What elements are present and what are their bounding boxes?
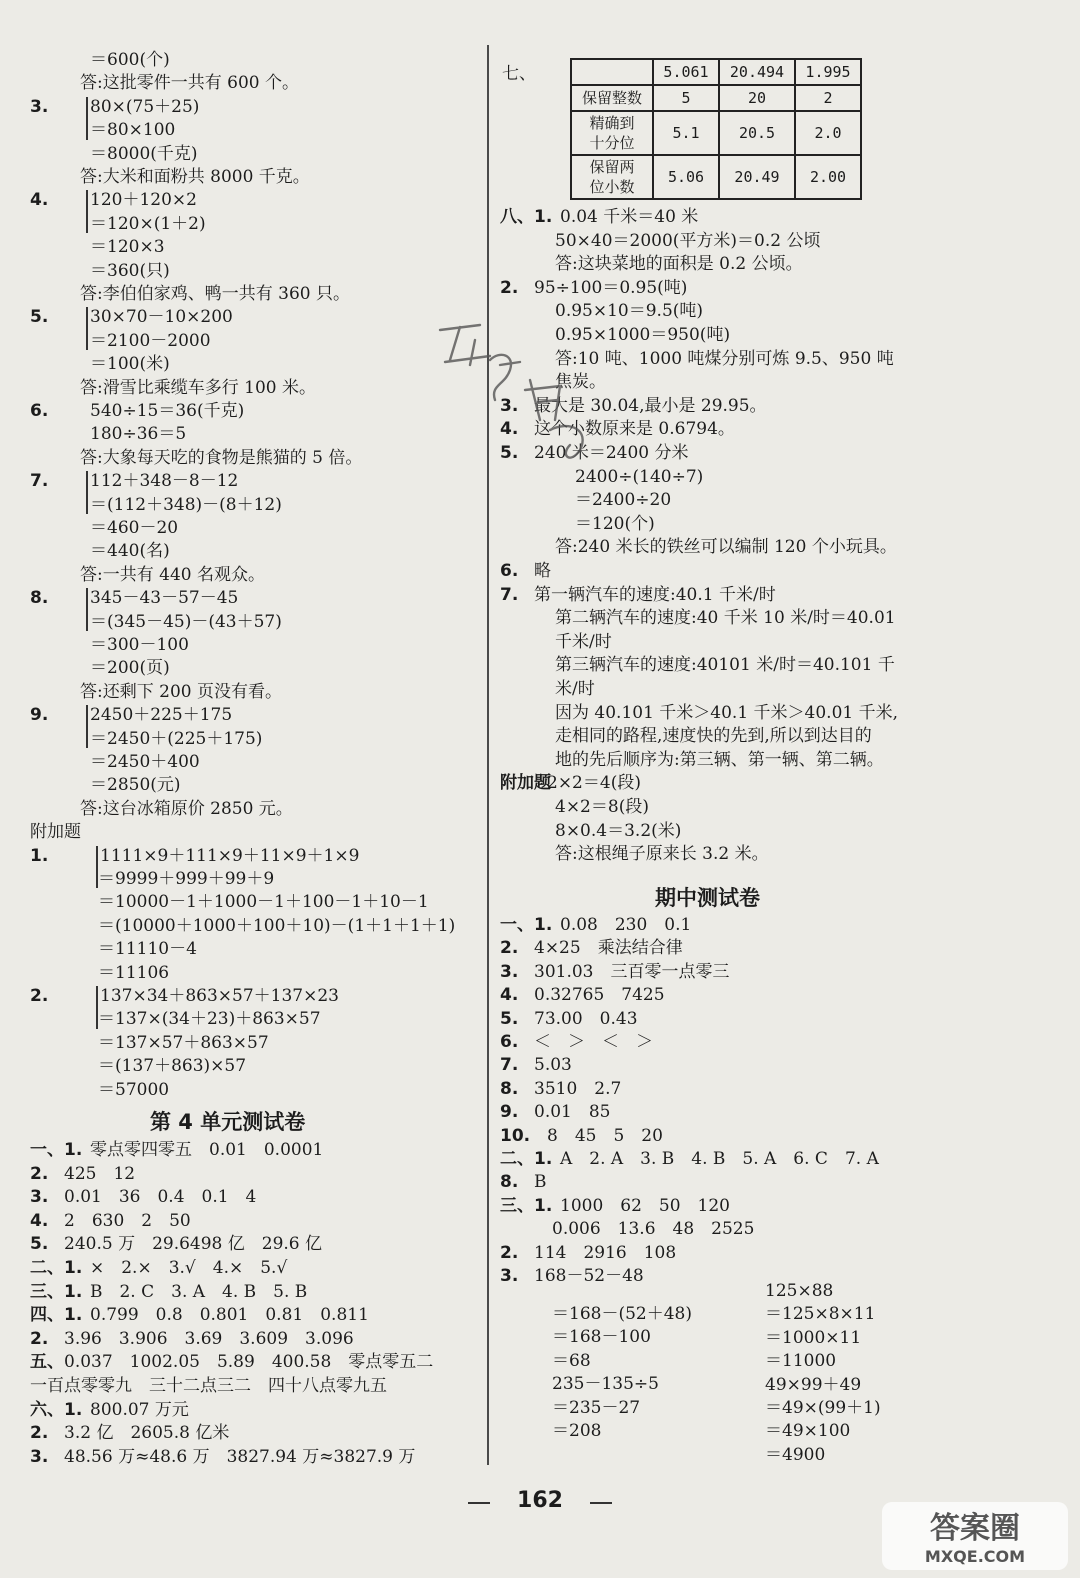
calc-left-line: 235－135÷5 <box>552 1374 659 1395</box>
watermark-text: 答案圈 <box>930 1511 1020 1546</box>
answer-line: 0.01 36 0.4 0.1 4 <box>64 1187 257 1208</box>
page-dash-right <box>590 1502 612 1504</box>
pencil-handwriting <box>420 290 620 490</box>
item-label: 8. <box>500 1078 519 1099</box>
item-label: 6. <box>500 1032 519 1052</box>
answer-line: 0.799 0.8 0.801 0.81 0.811 <box>90 1305 369 1326</box>
item-label: 10. <box>500 1125 531 1146</box>
answer-line: 0.32765 7425 <box>534 985 665 1006</box>
answer-line: 一百点零零九 三十二点三二 四十八点零九五 <box>30 1376 387 1396</box>
table-cell: 5 <box>653 85 719 111</box>
answer-line: ＝10000－1＋1000－1＋100－1＋10－1 <box>98 892 429 913</box>
answer-line: ＝11110－4 <box>98 939 197 960</box>
answer-line: 答:这批零件一共有 600 个。 <box>80 73 299 94</box>
answer-line: 2×2＝4(段) <box>547 773 641 794</box>
answer-line: 0.037 1002.05 5.89 400.58 零点零五二 <box>64 1352 434 1373</box>
item-label: 附加题 <box>500 773 551 794</box>
table-row <box>571 155 861 199</box>
answer-line: 走相同的路程,速度快的先到,所以到达目的 <box>555 726 872 747</box>
table-cell: 20 <box>719 85 795 111</box>
calc-left-line: ＝168－100 <box>552 1327 651 1348</box>
answer-line: ＝(10000＋1000＋100＋10)－(1＋1＋1＋1) <box>98 915 456 936</box>
answer-line: 168－52－48 <box>534 1266 644 1286</box>
table-cell: 2.00 <box>795 155 861 199</box>
answer-line: 答:大象每天吃的食物是熊猫的 5 倍。 <box>80 447 363 468</box>
answer-line: 0.006 13.6 48 2525 <box>552 1219 755 1240</box>
answer-line: 1111×9＋111×9＋11×9＋1×9 <box>100 845 360 866</box>
calc-left-line: ＝208 <box>552 1421 602 1441</box>
watermark-url: MXQE.COM <box>924 1547 1026 1566</box>
calc-right-line: ＝125×8×11 <box>765 1304 876 1325</box>
answer-line: ＝2850(元) <box>90 775 181 796</box>
answer-line: B <box>534 1172 547 1193</box>
answer-line: 800.07 万元 <box>90 1399 189 1420</box>
item-label: 三、1. <box>500 1195 553 1216</box>
item-label: 六、1. <box>30 1399 83 1420</box>
item-label: 五、 <box>30 1352 64 1373</box>
answer-line: 答:10 吨、1000 吨煤分别可炼 9.5、950 吨 <box>555 348 894 369</box>
item-label: 3. <box>500 395 519 416</box>
answer-line: ＝120×3 <box>90 237 165 258</box>
item-label: 7. <box>500 1055 519 1076</box>
answer-line: ＝2450＋(225＋175) <box>90 728 263 749</box>
item-label: 2. <box>30 986 49 1006</box>
item-label: 8. <box>500 1172 519 1193</box>
answer-line: 第二辆汽车的速度:40 千米 10 米/时＝40.01 <box>555 608 896 629</box>
answer-line: × 2.× 3.√ 4.× 5.√ <box>90 1258 288 1278</box>
table-cell: 精确到 十分位 <box>571 111 653 155</box>
midterm-title: 期中测试卷 <box>655 886 760 910</box>
bracket-bar <box>86 190 88 233</box>
table-row <box>571 85 861 111</box>
table-cell: 5.061 <box>653 59 719 85</box>
answer-line: 0.95×10＝9.5(吨) <box>555 301 704 322</box>
calc-right-line: 125×88 <box>765 1281 834 1301</box>
answer-line: 73.00 0.43 <box>534 1008 638 1029</box>
answer-line: ＝80×100 <box>90 120 176 141</box>
bracket-bar <box>86 471 88 514</box>
answer-line: 3510 2.7 <box>534 1078 622 1099</box>
item-label: 5. <box>30 1234 49 1255</box>
item-label: 6. <box>500 561 519 581</box>
answer-line: 301.03 三百零一点零三 <box>534 961 730 982</box>
item-label: 一、1. <box>30 1140 83 1160</box>
answer-line: 0.01 85 <box>534 1102 611 1123</box>
table-cell: 保留两 位小数 <box>571 155 653 199</box>
answer-line: 答:这根绳子原来长 3.2 米。 <box>555 844 769 865</box>
bracket-bar <box>86 97 88 140</box>
answer-line: ＝100(米) <box>90 354 170 375</box>
item-label: 9. <box>500 1102 519 1123</box>
answer-line: 答:还剩下 200 页没有看。 <box>80 681 282 702</box>
calc-right-line: 49×99＋49 <box>765 1374 862 1395</box>
table-cell: 2.0 <box>795 111 861 155</box>
answer-line: ＝120×(1＋2) <box>90 213 206 234</box>
answer-line: 米/时 <box>555 679 595 699</box>
item-label: 2. <box>500 277 519 298</box>
table-cell: 20.494 <box>719 59 795 85</box>
answer-line: ＝137×57＋863×57 <box>98 1032 269 1053</box>
answer-line: ＝8000(千克) <box>90 143 198 164</box>
item-label: 3. <box>500 1266 519 1286</box>
answer-line: 240.5 万 29.6498 亿 29.6 亿 <box>64 1234 323 1255</box>
bracket-bar <box>86 307 88 350</box>
item-label: 4. <box>30 1210 49 1231</box>
calc-right-line: ＝49×100 <box>765 1421 851 1442</box>
answer-line: 答:240 米长的铁丝可以编制 120 个小玩具。 <box>555 537 897 558</box>
item-label: 7. <box>30 471 49 492</box>
page-number: 162 <box>517 1488 563 1513</box>
answer-line: 4×2＝8(段) <box>555 797 649 817</box>
table-row <box>571 111 861 155</box>
calc-right-line: ＝1000×11 <box>765 1327 862 1348</box>
answer-line: 附加题 <box>30 822 81 843</box>
answer-line: 95÷100＝0.95(吨) <box>534 277 688 298</box>
answer-line: 112＋348－8－12 <box>90 471 239 492</box>
table-cell: 1.995 <box>795 59 861 85</box>
answer-line: 30×70－10×200 <box>90 307 233 328</box>
answer-line: ＝440(名) <box>90 541 170 562</box>
table-cell: 5.1 <box>653 111 719 155</box>
watermark-logo <box>880 1500 1070 1572</box>
item-label: 3. <box>30 1446 49 1467</box>
answer-line: ＝11106 <box>98 962 170 983</box>
answer-line: 1000 62 50 120 <box>560 1195 730 1216</box>
answer-line: 略 <box>534 561 551 581</box>
answer-line: ＝2400÷20 <box>575 490 672 511</box>
answer-line: 50×40＝2000(平方米)＝0.2 公顷 <box>555 230 821 251</box>
page-dash-left <box>468 1502 490 1504</box>
answer-line: 8×0.4＝3.2(米) <box>555 820 682 841</box>
calc-right-line: ＝4900 <box>765 1444 826 1465</box>
answer-line: 48.56 万≈48.6 万 3827.94 万≈3827.9 万 <box>64 1446 416 1467</box>
answer-line: 540÷15＝36(千克) <box>90 401 245 421</box>
answer-line: 5.03 <box>534 1055 572 1076</box>
calc-right-line: ＝11000 <box>765 1351 837 1372</box>
answer-line: ＝9999＋999＋99＋9 <box>98 869 275 889</box>
rounding-table <box>570 58 862 200</box>
answer-line: 2450＋225＋175 <box>90 705 233 726</box>
answer-line: 8 45 5 20 <box>547 1125 663 1146</box>
calc-left-line: ＝235－27 <box>552 1397 641 1418</box>
item-label: 2. <box>500 938 519 959</box>
item-label: 三、1. <box>30 1281 83 1302</box>
answer-line: ＝120(个) <box>575 513 655 534</box>
answer-line: 2 630 2 50 <box>64 1210 191 1231</box>
answer-line: ＝600(个) <box>90 50 170 70</box>
table-cell: 20.49 <box>719 155 795 199</box>
answer-line: 答:大米和面粉共 8000 千克。 <box>80 167 310 187</box>
answer-line: 4×25 乘法结合律 <box>534 938 683 959</box>
answer-line: 因为 40.101 千米＞40.1 千米＞40.01 千米, <box>555 702 899 723</box>
answer-line: 第三辆汽车的速度:40101 米/时＝40.101 千 <box>555 655 895 676</box>
answer-line: 2400÷(140÷7) <box>575 466 704 487</box>
table-row <box>571 59 861 85</box>
calc-right-line: ＝49×(99＋1) <box>765 1398 881 1418</box>
answer-line: 0.95×1000＝950(吨) <box>555 325 731 345</box>
answer-line: 3.96 3.906 3.69 3.609 3.096 <box>64 1328 354 1349</box>
item-label: 2. <box>30 1163 49 1184</box>
item-label: 4. <box>30 190 49 211</box>
item-label: 2. <box>30 1423 49 1444</box>
answer-line: 425 12 <box>64 1163 136 1184</box>
answer-line: ＝300－100 <box>90 635 189 655</box>
item-label: 四、1. <box>30 1305 83 1326</box>
answer-line: ＝137×(34＋23)＋863×57 <box>98 1009 321 1030</box>
answer-line: 0.08 230 0.1 <box>560 915 692 935</box>
answer-line: 137×34＋863×57＋137×23 <box>100 986 339 1006</box>
answer-line: 0.04 千米＝40 米 <box>560 207 699 227</box>
answer-line: 答:这块菜地的面积是 0.2 公顷。 <box>555 254 803 275</box>
item-label: 3. <box>30 1187 49 1208</box>
answer-line: ＝2450＋400 <box>90 752 200 772</box>
table-cell: 20.5 <box>719 111 795 155</box>
answer-line: 114 2916 108 <box>534 1242 677 1263</box>
table-cell: 保留整数 <box>571 85 653 111</box>
answer-line: 3.2 亿 2605.8 亿米 <box>64 1423 230 1444</box>
answer-line: 180÷36＝5 <box>90 424 187 445</box>
item-label: 3. <box>500 961 519 982</box>
answer-line: 零点零四零五 0.01 0.0001 <box>90 1140 324 1160</box>
item-label: 5. <box>30 307 49 328</box>
answer-line: ＝200(页) <box>90 658 170 679</box>
item-label: 二、1. <box>500 1149 553 1169</box>
section7-label: 七、 <box>502 64 536 84</box>
answer-line: 地的先后顺序为:第三辆、第一辆、第二辆。 <box>555 749 884 770</box>
answer-line: ＝57000 <box>98 1079 170 1100</box>
unit4-title: 第 4 单元测试卷 <box>150 1110 306 1134</box>
table-cell <box>571 59 653 85</box>
answer-line: ＝360(只) <box>90 260 170 281</box>
answer-line: 第一辆汽车的速度:40.1 千米/时 <box>534 584 776 605</box>
answer-line: 80×(75＋25) <box>90 96 200 117</box>
table-cell: 2 <box>795 85 861 111</box>
answer-line: 答:滑雪比乘缆车多行 100 米。 <box>80 377 316 398</box>
table-cell: 5.06 <box>653 155 719 199</box>
calc-left-line: ＝168－(52＋48) <box>552 1304 692 1324</box>
answer-line: B 2. C 3. A 4. B 5. B <box>90 1281 308 1302</box>
answer-line: 答:一共有 440 名观众。 <box>80 564 265 585</box>
answer-line: ＝(112＋348)－(8＋12) <box>90 494 282 515</box>
calc-left-line: ＝68 <box>552 1350 591 1371</box>
answer-line: ＝(137＋863)×57 <box>98 1056 247 1077</box>
answer-line: ＝(345－45)－(43＋57) <box>90 611 282 632</box>
item-label: 7. <box>500 584 519 605</box>
bracket-bar <box>86 705 88 748</box>
item-label: 5. <box>500 443 519 463</box>
item-label: 4. <box>500 419 519 440</box>
answer-line: 答:这台冰箱原价 2850 元。 <box>80 798 293 819</box>
item-label: 9. <box>30 705 49 726</box>
item-label: 2. <box>500 1242 519 1263</box>
answer-line: 345－43－57－45 <box>90 588 239 609</box>
answer-line: 这个小数原来是 0.6794。 <box>534 419 735 440</box>
bracket-bar <box>86 588 88 631</box>
item-label: 6. <box>30 401 49 421</box>
answer-line: ＝460－20 <box>90 518 179 538</box>
column-divider <box>487 45 489 1465</box>
item-label: 一、1. <box>500 915 553 935</box>
answer-line: 120＋120×2 <box>90 190 197 211</box>
answer-line: 240 米＝2400 分米 <box>534 443 689 463</box>
item-label: 八、1. <box>500 207 553 227</box>
answer-line: 答:李伯伯家鸡、鸭一共有 360 只。 <box>80 284 350 304</box>
answer-line: 最大是 30.04,最小是 29.95。 <box>534 395 767 416</box>
item-label: 2. <box>30 1328 49 1349</box>
answer-line: 千米/时 <box>555 631 612 652</box>
answer-line: ＜ ＞ ＜ ＞ <box>534 1032 653 1052</box>
answer-line: A 2. A 3. B 4. B 5. A 6. C 7. A <box>560 1149 879 1169</box>
item-label: 5. <box>500 1008 519 1029</box>
answer-line: ＝2100－2000 <box>90 330 211 351</box>
item-label: 3. <box>30 96 49 117</box>
item-label: 二、1. <box>30 1258 83 1278</box>
item-label: 8. <box>30 588 49 609</box>
item-label: 1. <box>30 845 49 866</box>
item-label: 4. <box>500 985 519 1006</box>
answer-line: 焦炭。 <box>555 372 606 393</box>
